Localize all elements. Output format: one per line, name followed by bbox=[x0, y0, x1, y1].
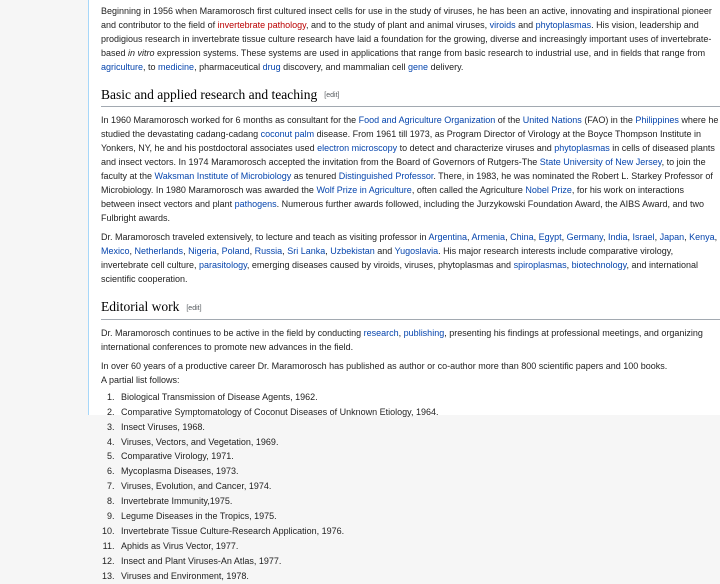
link-country[interactable]: Nigeria bbox=[188, 246, 217, 257]
separator: , bbox=[282, 246, 288, 257]
link-drug[interactable]: drug bbox=[262, 62, 281, 72]
link-united-nations[interactable]: United Nations bbox=[522, 115, 582, 126]
link-fao[interactable]: Food and Agriculture Organization bbox=[358, 115, 496, 126]
book-list bbox=[101, 390, 720, 584]
link-country[interactable]: Uzbekistan bbox=[330, 246, 375, 257]
link-research[interactable]: research bbox=[363, 327, 399, 338]
link-biotechnology[interactable]: biotechnology bbox=[571, 260, 627, 271]
text: Dr. Maramorosch continues to be active in the field by conducting bbox=[101, 327, 364, 338]
text: . Numerous further awards followed, including the Jurzykowski Foundation Award, the AIBS Award, and two Fulbright awards. bbox=[101, 199, 705, 224]
text: as tenured bbox=[291, 171, 339, 182]
editorial-paragraph-2 bbox=[101, 359, 720, 387]
link-spiroplasmas[interactable]: spiroplasmas bbox=[513, 260, 567, 271]
article-content bbox=[88, 0, 720, 581]
section-heading-research bbox=[101, 86, 720, 107]
link-electron-microscopy[interactable]: electron microscopy bbox=[317, 143, 398, 154]
link-yugoslavia[interactable]: Yugoslavia bbox=[394, 246, 439, 257]
text: , to bbox=[143, 62, 159, 72]
text: In over 60 years of a productive career Dr. Maramorosch has published as author or co-author more than 800 scientific papers and 100 books. bbox=[101, 360, 668, 371]
link-country[interactable]: Mexico bbox=[101, 246, 130, 257]
intro-paragraph bbox=[101, 4, 720, 74]
editorial-paragraph-1 bbox=[101, 326, 720, 354]
separator: , bbox=[654, 232, 660, 243]
text: to detect and characterize viruses and bbox=[397, 143, 555, 154]
list-item: 3. Insect Viruses, 1968. bbox=[117, 420, 720, 435]
text: . There, in 1983, he was nominated the Robert L. Starkey Professor of Microbiology. In 1980 Maramorosch was awarded the bbox=[101, 171, 713, 196]
link-country[interactable]: Kenya bbox=[689, 232, 715, 243]
link-country[interactable]: Russia bbox=[254, 246, 283, 257]
text: expression systems. These systems are used in applications that range from basic research to industrial use, and in fields that range from bbox=[154, 48, 706, 58]
edit-section-link[interactable]: [edit] bbox=[324, 92, 340, 100]
text: Dr. Maramorosch traveled extensively, to lecture and teach as visiting professor in bbox=[101, 232, 429, 243]
research-paragraph-1 bbox=[101, 113, 720, 225]
list-item: 10. Invertebrate Tissue Culture-Research Application, 1976. bbox=[117, 524, 720, 539]
list-item: 1. Biological Transmission of Disease Agents, 1962. bbox=[117, 390, 720, 405]
link-country[interactable]: Poland bbox=[221, 246, 250, 257]
text: in cells of diseased plants and insect vectors. In 1974 Maramorosch accepted the invitation from the Board of Governors of Rutgers-The bbox=[101, 143, 715, 168]
link-country[interactable]: Netherlands bbox=[134, 246, 184, 257]
text: , to join the faculty at the bbox=[101, 157, 706, 182]
text: , emerging diseases caused by viroids, viruses, phytoplasmas and bbox=[246, 260, 514, 271]
link-rutgers[interactable]: State University of New Jersey bbox=[539, 157, 662, 168]
link-country[interactable]: Sri Lanka bbox=[287, 246, 326, 257]
text: of the bbox=[495, 115, 523, 126]
text: . His vision, leadership and prodigious research in invertebrate tissue culture research have laid a foundation for the growing, diverse and increasingly important uses of invertebrate-based bbox=[101, 20, 712, 58]
list-item: 12. Insect and Plant Viruses-An Atlas, 1977. bbox=[117, 554, 720, 569]
separator: , bbox=[533, 232, 539, 243]
link-country[interactable]: Israel bbox=[632, 232, 655, 243]
link-parasitology[interactable]: parasitology bbox=[199, 260, 247, 271]
link-distinguished-professor[interactable]: Distinguished Professor bbox=[338, 171, 434, 182]
separator: , bbox=[561, 232, 567, 243]
text: where he studied the devastating cadang-cadang bbox=[101, 115, 719, 140]
separator: , bbox=[714, 232, 718, 243]
list-item: 6. Mycoplasma Diseases, 1973. bbox=[117, 464, 720, 479]
link-pathogens[interactable]: pathogens bbox=[234, 199, 277, 210]
list-item: 8. Invertebrate Immunity,1975. bbox=[117, 494, 720, 509]
link-country[interactable]: Armenia bbox=[471, 232, 506, 243]
text: , pharmaceutical bbox=[194, 62, 263, 72]
text: (FAO) in the bbox=[581, 115, 636, 126]
link-phytoplasmas[interactable]: phytoplasmas bbox=[554, 143, 610, 154]
list-item: 11. Aphids as Virus Vector, 1977. bbox=[117, 539, 720, 554]
list-item: 2. Comparative Symptomatology of Coconut Diseases of Unknown Etiology, 1964. bbox=[117, 405, 720, 420]
text: In 1960 Maramorosch worked for 6 months as consultant for the bbox=[101, 115, 359, 126]
text: Beginning in 1956 when Maramorosch first cultured insect cells for use in the study of viruses, he has been an active, innovating and inspirational pioneer and contributor to the field of bbox=[101, 6, 712, 30]
text: , bbox=[398, 327, 404, 338]
text: , and international scientific cooperation. bbox=[101, 260, 699, 285]
text: , for his work on interactions between insect vectors and plant bbox=[101, 185, 684, 210]
link-country[interactable]: Egypt bbox=[538, 232, 562, 243]
link-country[interactable]: China bbox=[510, 232, 534, 243]
list-item: 13. Viruses and Environment, 1978. bbox=[117, 569, 720, 584]
text: , and to the study of plant and animal viruses, bbox=[305, 20, 490, 30]
separator: , bbox=[216, 246, 222, 257]
separator: , bbox=[467, 232, 472, 243]
italic-in-vitro: in vitro bbox=[128, 48, 155, 58]
edit-section-link[interactable]: [edit] bbox=[186, 304, 202, 312]
text: delivery. bbox=[428, 62, 464, 72]
link-country[interactable]: Argentina bbox=[428, 232, 468, 243]
list-item: 7. Viruses, Evolution, and Cancer, 1974. bbox=[117, 479, 720, 494]
heading-text: Editorial work bbox=[101, 299, 180, 315]
list-item: 5. Comparative Virology, 1971. bbox=[117, 449, 720, 464]
link-country[interactable]: India bbox=[608, 232, 628, 243]
research-paragraph-2 bbox=[101, 230, 720, 286]
link-philippines[interactable]: Philippines bbox=[635, 115, 679, 126]
link-invertebrate-pathology[interactable]: invertebrate pathology bbox=[217, 20, 306, 30]
link-waksman-institute[interactable]: Waksman Institute of Microbiology bbox=[154, 171, 292, 182]
link-publishing[interactable]: publishing bbox=[403, 327, 445, 338]
text: , bbox=[566, 260, 572, 271]
text: disease. From 1961 till 1973, as Program Director of Virology at the Boyce Thompson Institute in Yonkers, NY, he and his postdoctoral associates used bbox=[101, 129, 702, 154]
separator: , bbox=[684, 232, 690, 243]
link-viroids[interactable]: viroids bbox=[489, 20, 516, 30]
heading-text: Basic and applied research and teaching bbox=[101, 87, 318, 102]
section-heading-editorial bbox=[101, 298, 720, 319]
list-item: 9. Legume Diseases in the Tropics, 1975. bbox=[117, 509, 720, 524]
separator: , bbox=[325, 246, 331, 257]
separator: , bbox=[602, 232, 608, 243]
text: , presenting his findings at professional meetings, and organizing international conferences to promote new advances in the field. bbox=[101, 327, 703, 352]
list-item: 4. Viruses, Vectors, and Vegetation, 1969. bbox=[117, 435, 720, 450]
text: . His major research interests include comparative virology, invertebrate cell culture, bbox=[101, 246, 674, 271]
text: and bbox=[515, 20, 536, 30]
text: , often called the Agriculture bbox=[411, 185, 526, 196]
link-country[interactable]: Germany bbox=[566, 232, 603, 243]
separator: , bbox=[249, 246, 255, 257]
link-agriculture[interactable]: agriculture bbox=[101, 62, 144, 72]
link-nobel-prize[interactable]: Nobel Prize bbox=[525, 185, 572, 196]
link-coconut-palm[interactable]: coconut palm bbox=[260, 129, 315, 140]
separator: , bbox=[505, 232, 511, 243]
text: A partial list follows: bbox=[101, 374, 180, 385]
separator: , bbox=[129, 246, 135, 257]
text: and bbox=[374, 246, 395, 257]
link-wolf-prize[interactable]: Wolf Prize in Agriculture bbox=[316, 185, 412, 196]
link-phytoplasmas[interactable]: phytoplasmas bbox=[535, 20, 592, 30]
link-gene[interactable]: gene bbox=[408, 62, 429, 72]
separator: , bbox=[627, 232, 633, 243]
separator: , bbox=[183, 246, 189, 257]
link-country[interactable]: Japan bbox=[659, 232, 685, 243]
text: discovery, and mammalian cell bbox=[280, 62, 409, 72]
link-medicine[interactable]: medicine bbox=[158, 62, 195, 72]
